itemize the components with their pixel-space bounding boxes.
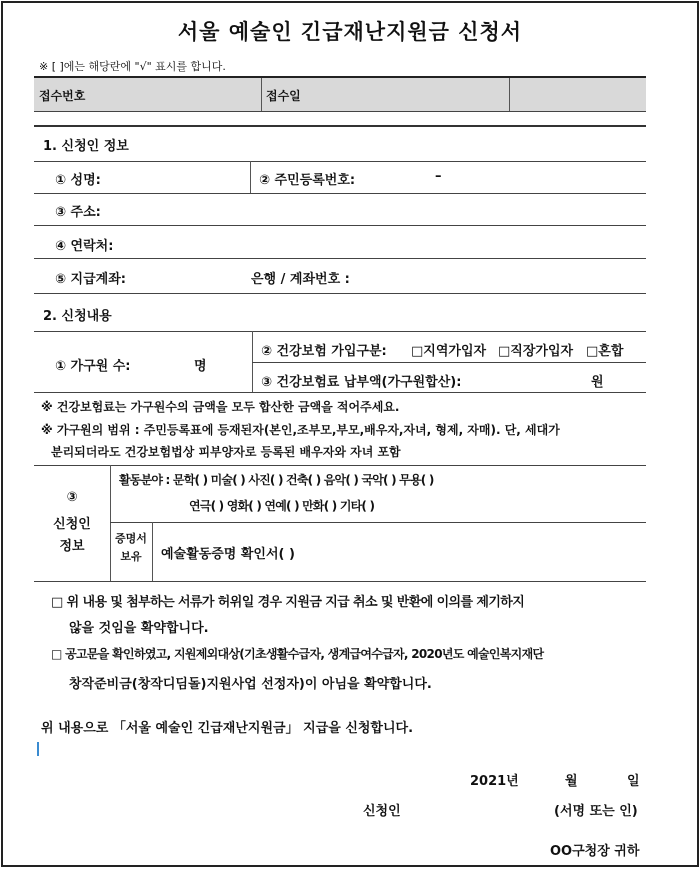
date-day: 일	[627, 774, 640, 789]
confirmation-item1-line1[interactable]: □ 위 내용 및 첨부하는 서류가 허위일 경우 지원금 지급 취소 및 반환에 이의를 제기하지	[51, 595, 525, 610]
receipt-divider-1	[261, 78, 262, 111]
certificate-label-line2: 보유	[120, 550, 142, 563]
section1-top-border	[34, 125, 646, 127]
row-divider	[110, 522, 646, 523]
bank-account-label: 은행 / 계좌번호 :	[251, 272, 350, 287]
receipt-date-label: 접수일	[266, 89, 301, 103]
certificate-value[interactable]: 예술활동증명 확인서( )	[161, 547, 295, 562]
rrn-dash: –	[435, 169, 442, 184]
form-title: 서울 예술인 긴급재난지원금 신청서	[177, 20, 523, 44]
row-divider	[34, 331, 646, 332]
section3-label-line2: 정보	[59, 539, 85, 554]
receipt-number-label: 접수번호	[39, 89, 86, 103]
receipt-bottom-border	[34, 111, 646, 112]
row-divider	[252, 362, 646, 363]
section2-heading: 2. 신청내용	[43, 309, 112, 324]
name-label: ① 성명:	[55, 173, 101, 188]
section3-label-line1: 신청인	[53, 517, 91, 532]
insurance-option-regional[interactable]: □지역가입자	[411, 344, 487, 359]
insurance-option-workplace[interactable]: □직장가입자	[498, 344, 574, 359]
household-scope-note-line2: 분리되더라도 건강보험법상 피부양자로 등록된 배우자와 자녀 포함	[51, 445, 401, 459]
receipt-divider-2	[509, 78, 510, 111]
applicant-label: 신청인	[363, 804, 401, 819]
account-label: ⑤ 지급계좌:	[55, 272, 126, 287]
household-unit: 명	[194, 359, 207, 374]
name-rrn-divider	[250, 161, 251, 193]
addressee: OO구청장 귀하	[550, 844, 640, 859]
household-size-label: ① 가구원 수:	[55, 359, 131, 374]
row-divider	[34, 465, 646, 466]
address-label: ③ 주소:	[55, 205, 101, 220]
receipt-row-background	[34, 78, 646, 111]
row-divider	[34, 258, 646, 259]
signature-label: (서명 또는 인)	[554, 804, 638, 819]
text-cursor	[37, 742, 39, 756]
row-divider	[34, 161, 646, 162]
date-month: 월	[565, 774, 578, 789]
household-scope-note-line1: ※ 가구원의 범위 : 주민등록표에 등재된자(본인,조부모,부모,배우자,자녀, 형제, 자매). 단, 세대가	[41, 423, 560, 437]
insurance-option-mixed[interactable]: □혼합	[586, 344, 624, 359]
checkbox-instruction-note: ※ [ ]에는 해당란에 "√" 표시를 합니다.	[39, 60, 226, 73]
section3-label-number: ③	[66, 490, 78, 505]
activity-field-line1[interactable]: 활동분야 : 문학( ) 미술( ) 사진( ) 건축( ) 음악( ) 국악( ) 무용( )	[119, 473, 434, 487]
contact-label: ④ 연락처:	[55, 239, 114, 254]
confirmation-item1-line2: 않을 것임을 확약합니다.	[69, 621, 209, 636]
application-statement: 위 내용으로 「서울 예술인 긴급재난지원금」 지급을 신청합니다.	[41, 721, 414, 736]
certificate-label-line1: 증명서	[115, 532, 147, 545]
confirmation-item2-line1[interactable]: □ 공고문을 확인하였고, 지원제외대상(기초생활수급자, 생계급여수급자, 2020년도 예술인복지재단	[51, 647, 544, 661]
application-form-page	[1, 1, 699, 867]
row-divider	[34, 581, 646, 582]
row-divider	[34, 293, 646, 294]
certificate-divider	[152, 522, 153, 581]
row-divider	[34, 193, 646, 194]
insurance-note: ※ 건강보험료는 가구원수의 금액을 모두 합산한 금액을 적어주세요.	[41, 400, 400, 414]
insurance-fee-unit: 원	[591, 375, 604, 390]
row-divider	[34, 225, 646, 226]
activity-field-line2[interactable]: 연극( ) 영화( ) 연예( ) 만화( ) 기타( )	[189, 499, 375, 513]
section1-heading: 1. 신청인 정보	[43, 139, 129, 154]
date-year: 2021년	[470, 774, 519, 789]
insurance-fee-label: ③ 건강보험료 납부액(가구원합산):	[261, 375, 462, 390]
rrn-label: ② 주민등록번호:	[259, 173, 356, 188]
insurance-type-label: ② 건강보험 가입구분:	[261, 344, 387, 359]
row-divider	[34, 392, 646, 393]
confirmation-item2-line2: 창작준비금(창작디딤돌)지원사업 선정자)이 아님을 확약합니다.	[69, 677, 432, 692]
